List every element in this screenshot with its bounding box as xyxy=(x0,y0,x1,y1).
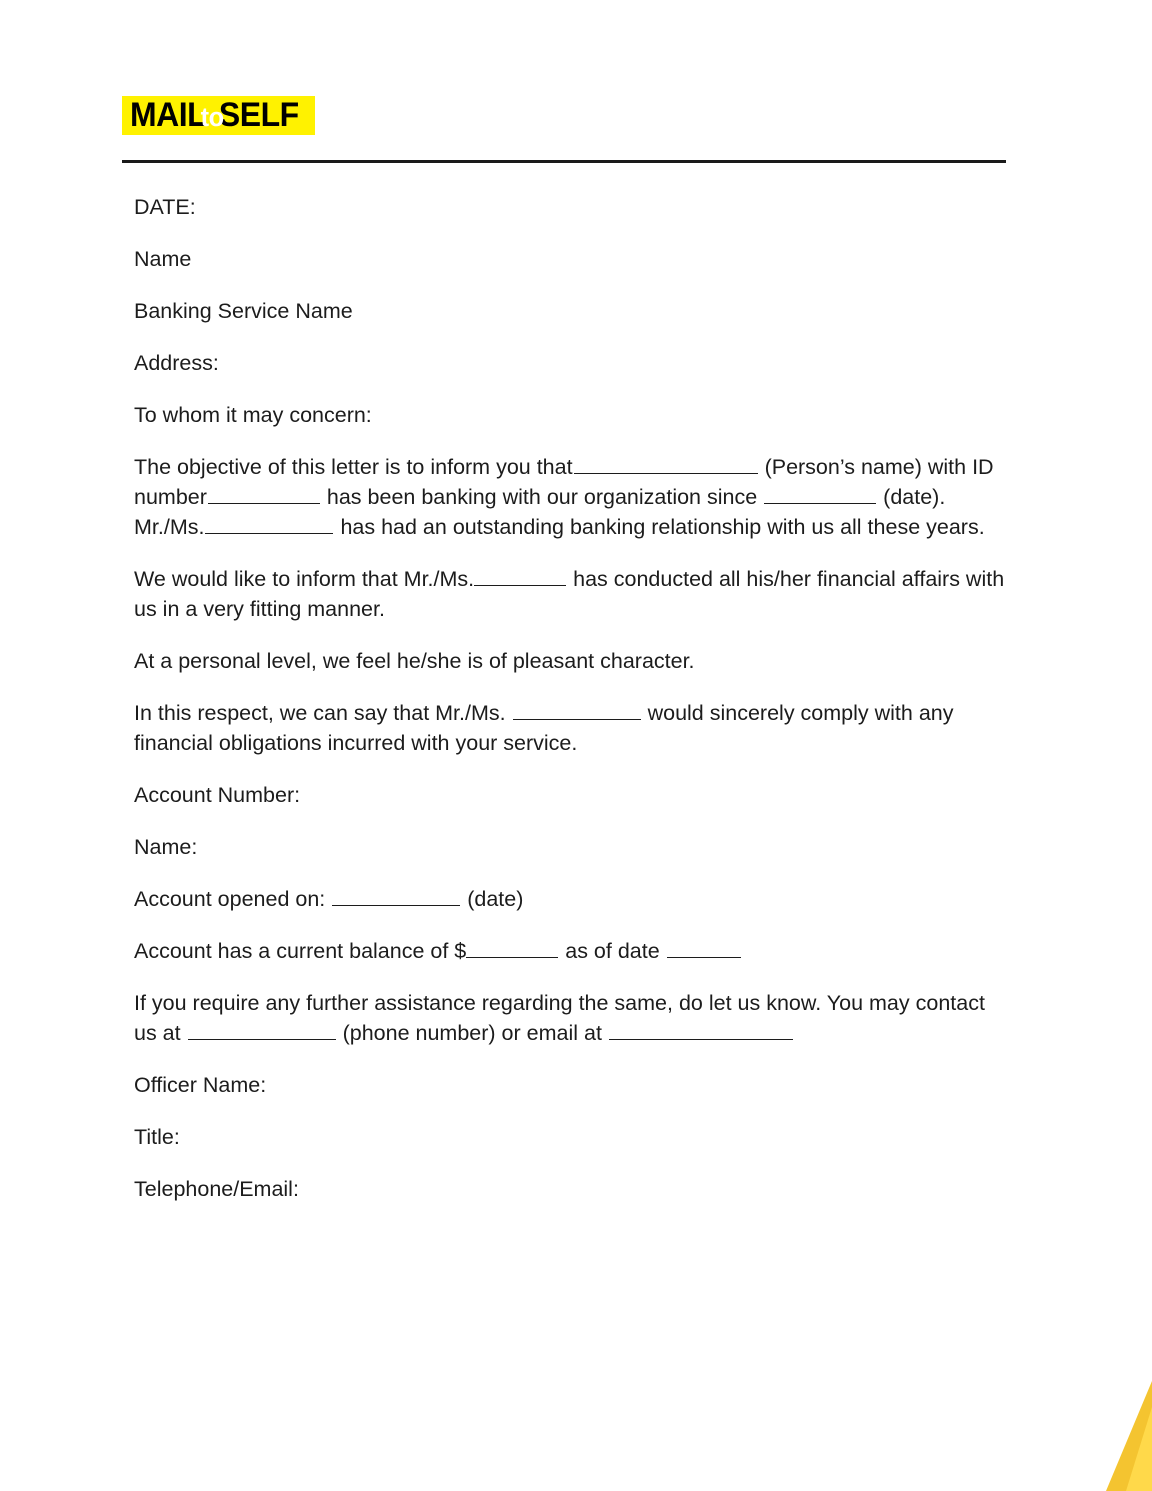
objective-segment-5: has had an outstanding banking relationship with us all these years. xyxy=(340,515,985,539)
blank-id-number[interactable] xyxy=(208,486,320,504)
field-address: Address: xyxy=(134,351,219,375)
blank-email-address[interactable] xyxy=(609,1022,793,1040)
conduct-segment-2: has conducted all his/her financial affairs with us in a very fitting manner. xyxy=(134,567,1005,621)
objective-segment-3: has been banking with our organization since xyxy=(326,485,758,509)
blank-phone-number[interactable] xyxy=(188,1022,336,1040)
paragraph-conduct xyxy=(134,564,1006,624)
objective-segment-1: The objective of this letter is to inform you that xyxy=(134,455,573,479)
objective-segment-4: (date). Mr./Ms. xyxy=(134,485,946,539)
paragraph-personal-level: At a personal level, we feel he/she is of pleasant character. xyxy=(134,649,695,673)
logo-word-mail: MAIL xyxy=(130,96,207,134)
mail-to-self-logo xyxy=(122,96,315,135)
assistance-segment-2: (phone number) or email at xyxy=(342,1021,602,1045)
blank-mr-ms-name[interactable] xyxy=(205,516,333,534)
field-banking-service-name: Banking Service Name xyxy=(134,299,353,323)
paragraph-comply xyxy=(134,698,1006,758)
salutation: To whom it may concern: xyxy=(134,403,372,427)
field-telephone-email: Telephone/Email: xyxy=(134,1177,299,1201)
blank-comply-name[interactable] xyxy=(513,702,641,720)
paragraph-account-opened xyxy=(134,884,1006,914)
blank-opened-date[interactable] xyxy=(332,888,460,906)
balance-segment-1: Account has a current balance of $ xyxy=(134,939,467,963)
paragraph-account-balance xyxy=(134,936,1006,966)
blank-balance-as-of-date[interactable] xyxy=(667,940,741,958)
comply-segment-1: In this respect, we can say that Mr./Ms. xyxy=(134,701,506,725)
logo-word-to: to xyxy=(200,102,224,132)
letter-body xyxy=(134,192,1006,1204)
opened-segment-2: (date) xyxy=(467,887,524,911)
field-account-number: Account Number: xyxy=(134,783,301,807)
logo-word-self: SELF xyxy=(218,96,299,134)
paragraph-objective xyxy=(134,452,1006,542)
conduct-segment-1: We would like to inform that Mr./Ms. xyxy=(134,567,475,591)
objective-segment-2: (Person’s name) with ID number xyxy=(134,455,994,509)
opened-segment-1: Account opened on: xyxy=(134,887,326,911)
blank-balance-amount[interactable] xyxy=(466,940,558,958)
blank-conduct-name[interactable] xyxy=(474,568,566,586)
field-account-name: Name: xyxy=(134,835,198,859)
letterhead xyxy=(122,96,1006,135)
balance-segment-2: as of date xyxy=(565,939,660,963)
field-title: Title: xyxy=(134,1125,180,1149)
paragraph-assistance xyxy=(134,988,1006,1048)
field-date: DATE: xyxy=(134,195,196,219)
assistance-segment-1: If you require any further assistance regarding the same, do let us know. You may contact us at xyxy=(134,991,985,1045)
blank-since-date[interactable] xyxy=(764,486,876,504)
field-officer-name: Officer Name: xyxy=(134,1073,267,1097)
comply-segment-2: would sincerely comply with any financial obligations incurred with your service. xyxy=(134,701,954,755)
field-name: Name xyxy=(134,247,192,271)
header-divider-rule xyxy=(122,160,1006,163)
blank-person-name[interactable] xyxy=(574,456,758,474)
logo-text-wrapper xyxy=(130,98,299,132)
corner-wedge-decoration xyxy=(1082,1381,1152,1491)
